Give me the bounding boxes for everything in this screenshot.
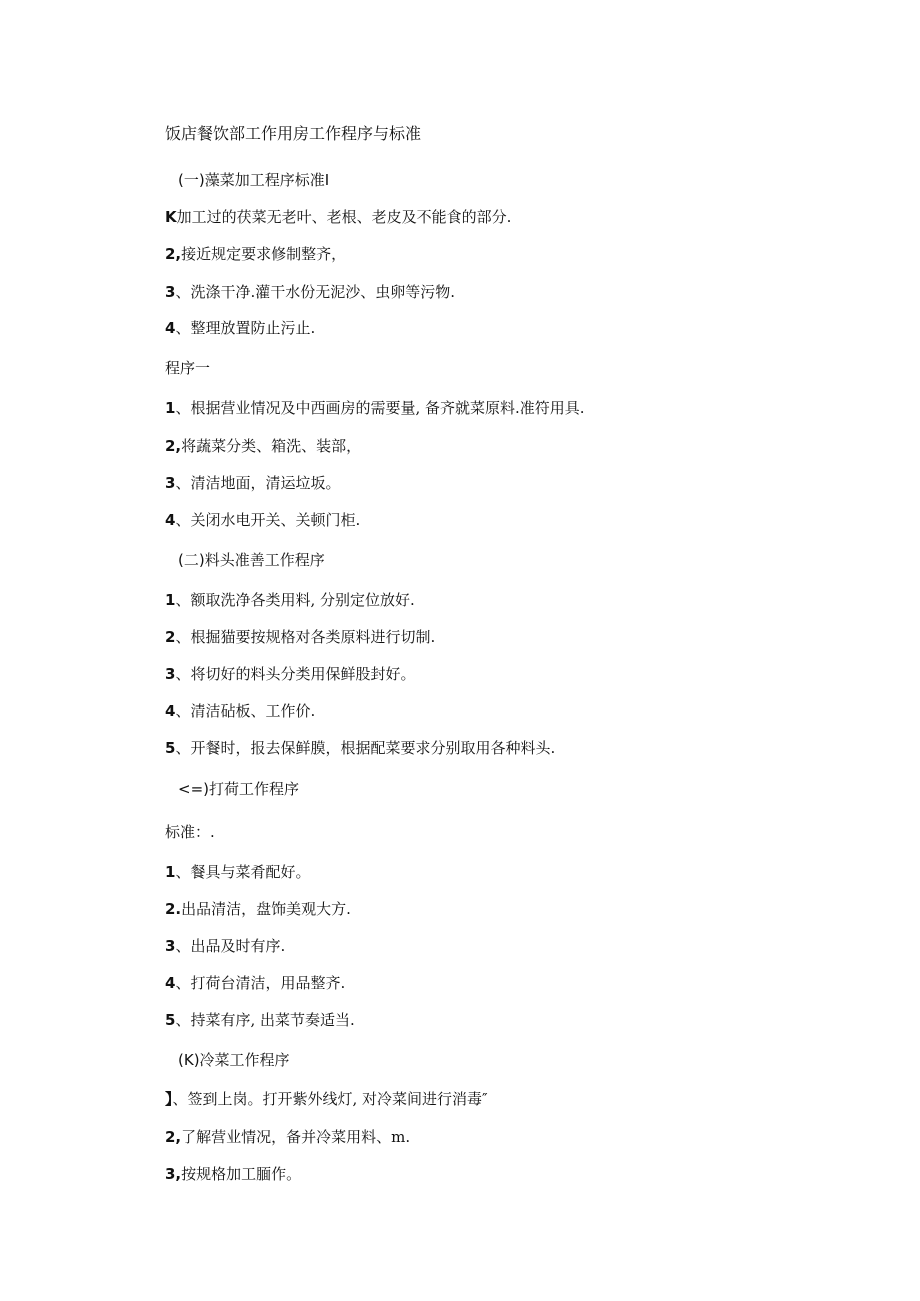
item-number: 1: [165, 863, 176, 881]
list-item: [165, 862, 310, 882]
item-number: 1: [165, 591, 176, 609]
item-number: 3: [165, 474, 176, 492]
item-text: 按规格加工腼作。: [181, 1165, 302, 1183]
item-text: 将蔬菜分类、箱洗、装部，: [181, 437, 362, 455]
item-number: 3: [165, 665, 176, 683]
list-item: [165, 973, 345, 993]
item-text: 、整理放置防止污止.: [175, 319, 316, 337]
item-text: 、餐具与菜肴配好。: [175, 863, 311, 881]
item-number: 3: [165, 283, 176, 301]
item-number: 2,: [165, 245, 182, 263]
sub-heading: 程序一: [165, 359, 211, 377]
item-text: 、开餐时，报去保鲜膜，根据配菜要求分别取用各种料头.: [175, 739, 556, 757]
list-item: [165, 510, 360, 530]
list-item: [165, 936, 285, 956]
list-item: [165, 738, 555, 758]
item-number: 3,: [165, 1165, 182, 1183]
list-item: [165, 701, 315, 721]
item-text: 、额取洗净各类用料, 分别定位放好.: [175, 591, 415, 609]
list-item: [165, 207, 511, 227]
item-number: 2,: [165, 1128, 182, 1146]
item-text: 、出品及时有序.: [175, 937, 286, 955]
section-heading: (二)料头准善工作程序: [178, 551, 325, 569]
item-text: 、签到上岗。打开紫外线灯, 对冷菜间进行消毒″: [172, 1090, 488, 1108]
item-text: 加工过的茯菜无老叶、老根、老皮及不能食的部分.: [176, 208, 512, 226]
item-text: 、清洁地面，清运垃坂。: [175, 474, 341, 492]
list-item: [165, 1164, 301, 1184]
item-number: 4: [165, 319, 176, 337]
item-number: K: [165, 208, 177, 226]
section-heading: (一)藻菜加工程序标准I: [178, 171, 330, 189]
item-text: 出品清洁，盘饰美观大方.: [181, 900, 351, 918]
document-title: 饭店餐饮部工作用房工作程序与标准: [165, 124, 422, 143]
item-text: 、持菜有序, 出菜节奏适当.: [175, 1011, 355, 1029]
list-item: [165, 318, 315, 338]
item-text: 、根掘猫要按规格对各类原料进行切制.: [175, 628, 436, 646]
item-text: 、关闭水电开关、关顿门柜.: [175, 511, 361, 529]
section-heading: <=)打荷工作程序: [178, 780, 299, 798]
item-text: 接近规定要求修制整齐，: [181, 245, 347, 263]
item-number: 2,: [165, 437, 182, 455]
list-item: [165, 436, 361, 456]
item-text: 、将切好的料头分类用保鲜股封好。: [175, 665, 416, 683]
item-number: 2.: [165, 900, 182, 918]
item-text: 、洗涤干净.灌干水份无泥沙、虫卵等污物.: [175, 283, 455, 301]
list-item: [165, 899, 351, 919]
list-item: [165, 473, 340, 493]
list-item: [165, 664, 415, 684]
item-number: 4: [165, 702, 176, 720]
item-number: 4: [165, 511, 176, 529]
item-text: 了解营业情况，备并冷菜用料、m.: [181, 1128, 411, 1146]
list-item: [165, 398, 585, 418]
item-text: 、根据营业情况及中西画房的需要量, 备齐就菜原料.准符用具.: [175, 399, 585, 417]
item-number: 1: [165, 399, 176, 417]
sub-heading: 标准：.: [165, 823, 215, 841]
item-text: 、打荷台清洁，用品整齐.: [175, 974, 346, 992]
list-item: [165, 1010, 355, 1030]
item-number: 】: [165, 1090, 173, 1108]
item-number: 2: [165, 628, 176, 646]
list-item: [165, 282, 455, 302]
item-text: 、清洁砧板、工作价.: [175, 702, 316, 720]
list-item: [165, 627, 435, 647]
item-number: 5: [165, 1011, 176, 1029]
section-heading: (K)冷菜工作程序: [178, 1051, 290, 1069]
list-item: [165, 1089, 488, 1109]
item-number: 4: [165, 974, 176, 992]
list-item: [165, 590, 415, 610]
list-item: [165, 244, 346, 264]
item-number: 5: [165, 739, 176, 757]
item-number: 3: [165, 937, 176, 955]
list-item: [165, 1127, 410, 1147]
